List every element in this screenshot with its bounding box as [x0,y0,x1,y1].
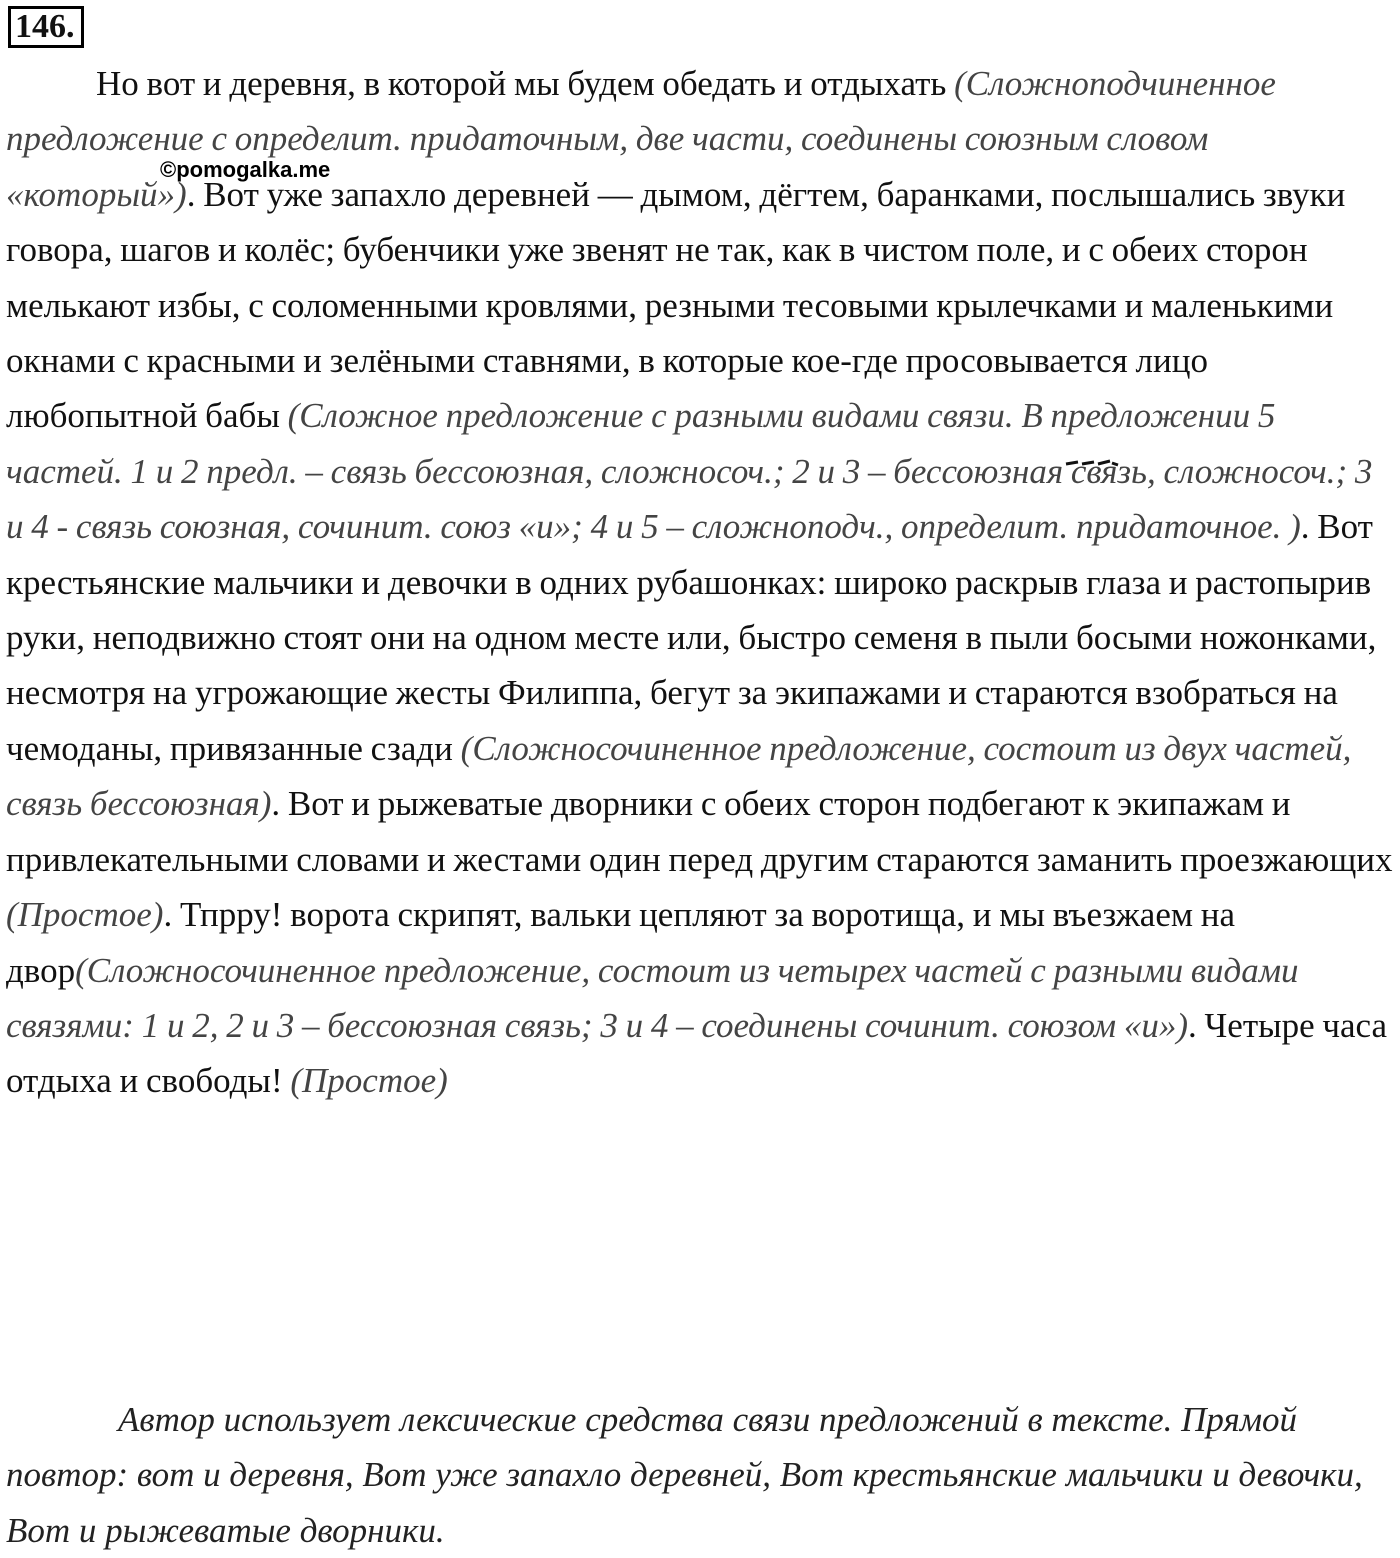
exercise-number: 146. [8,6,84,48]
text-segment: . Вот крестьянские мальчики и девочки в одних рубашонках: широко раскрыв глаза и растопырив руки, неподвижно стоят они на одном месте или, быстро семеня в пыли босыми ножонками, несмотря на угрожающие жесты Филиппа, бегут за экипажами и стараются взобраться на чемоданы, привязанные сзади [6,507,1377,768]
watermark: ©pomogalka.me [160,157,331,182]
grammar-note: (Сложноподчиненное предложение с определит. придаточным, две части, соединены союзным словом «который») [6,64,1276,214]
text-segment: Но вот и деревня, в которой мы будем обедать и отдыхать [96,64,955,103]
grammar-note: (Сложносочиненное предложение, состоит из двух частей, связь бессоюзная) [6,728,1352,824]
grammar-note: (Сложное предложение с разными видами связи. В предложении 5 частей. 1 и 2 предл. – связь бессоюзная, сложносоч.; 2 и 3 – бессоюзная связь, сложносоч.; 3 и 4 - связь союзная, сочинит. союз «и»; 4 и 5 – сложноподч., определит. придаточное. ) [6,396,1373,547]
text-segment: . Вот и рыжеватые дворники с обеих сторон подбегают к экипажам и привлекательными словами и жестами один перед другим стараются заманить проезжающих [6,784,1393,879]
grammar-note: (Простое) [6,895,164,935]
analysis-text: Автор использует лексические средства связи предложений в тексте. Прямой повтор: вот и деревня, Вот уже запахло деревней, Вот крестьянские мальчики и девочки, Вот и рыжеватые дворники. [6,1400,1363,1550]
text-segment: . Вот уже запахло деревней — дымом, дёгтем, баранками, послышались звуки говора, шагов и колёс; бубенчики уже звенят не так, как в чистом поле, и с обеих сторон мелькают избы, с соломенными кровлями, резными тесовыми крылечками и маленькими окнами с красными и зелёными ставнями, в которые кое-где просовывается лицо любопытной бабы [6,174,1346,436]
text-segment: . Тпрру! ворота скрипят, вальки цепляют за воротища, и мы въезжаем на двор [6,895,1236,990]
main-text [6,56,1396,1109]
grammar-note: (Сложносочиненное предложение, состоит из четырех частей с разными видами связями: 1 и 2, 2 и 3 – бессоюзная связь; 3 и 4 – соединены сочинит. союзом «и») [6,950,1299,1045]
analysis-paragraph [6,1392,1396,1558]
grammar-note: (Простое) [290,1061,448,1101]
text-segment: . Четыре часа отдыха и свободы! [6,1005,1388,1101]
ink-mark [1064,458,1120,468]
